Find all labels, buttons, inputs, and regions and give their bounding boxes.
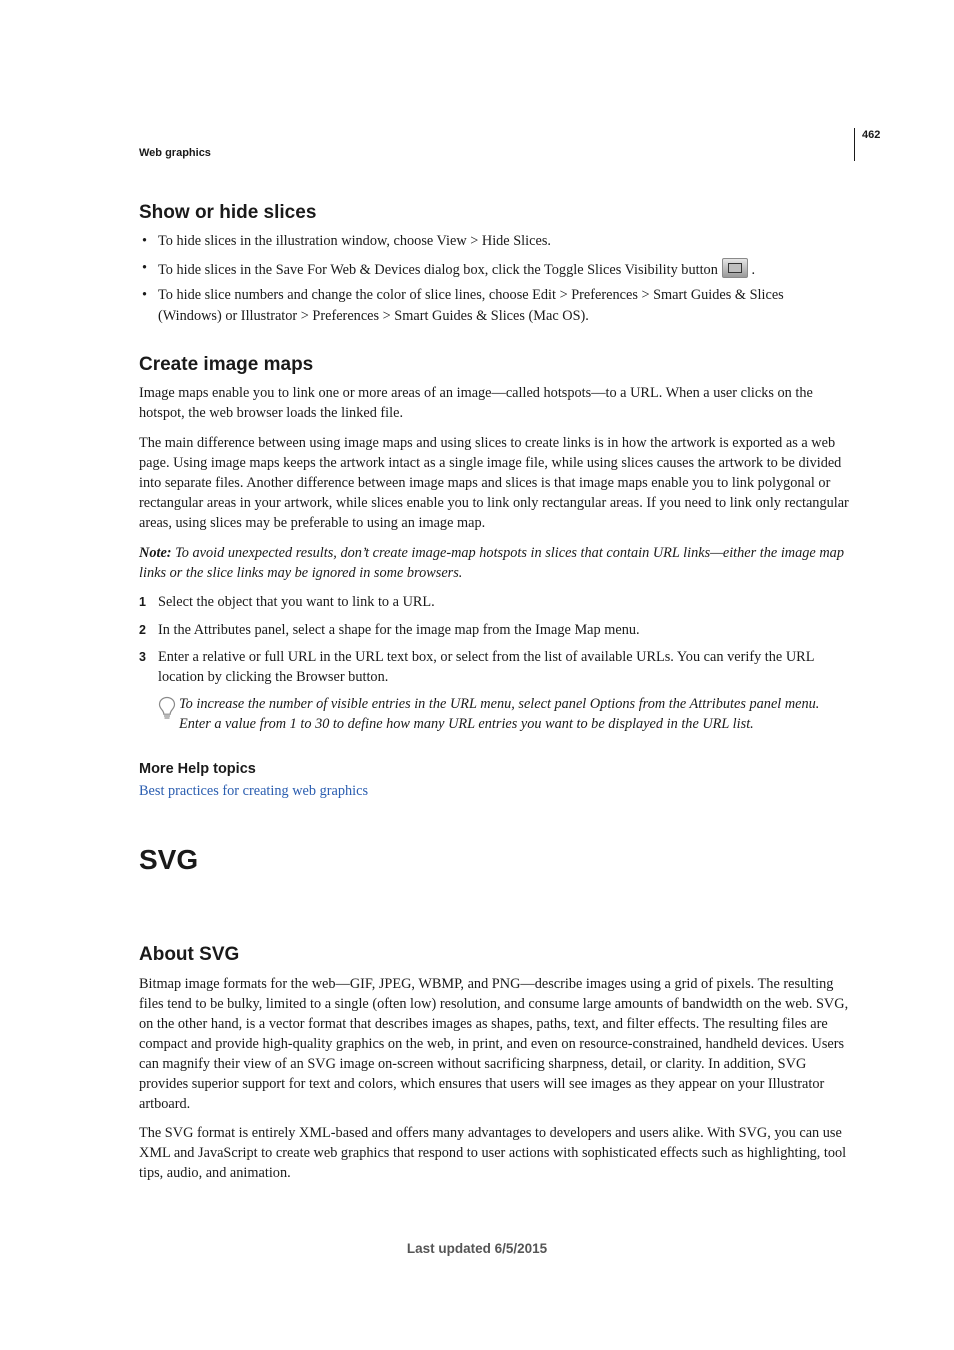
bullet-item (139, 231, 851, 252)
step-number: 1 (139, 595, 146, 609)
tip (158, 694, 851, 734)
paragraph: The SVG format is entirely XML-based and offers many advantages to developers and users alike. With SVG, you can use XML and JavaScript to create web graphics that respond to user actions with sophisticated effects such as highlighting, tool tips, audio, and animation. (139, 1125, 847, 1181)
note-label: Note: (139, 545, 172, 561)
note (139, 543, 851, 583)
bullet-text: To hide slice numbers and change the color of slice lines, choose Edit > Preferences > Smart Guides & Slices (Windows) or Illustrator > Preferences > Smart Guides & Slices (Mac OS). (158, 287, 784, 324)
heading-show-hide-slices: Show or hide slices (139, 202, 317, 223)
tip-text: To increase the number of visible entries in the URL menu, select panel Options from the Attributes panel menu. Enter a value from 1 to 30 to define how many URL entries you want to be displayed in the URL list. (179, 696, 820, 732)
step-text: Enter a relative or full URL in the URL text box, or select from the list of available URLs. You can verify the URL location by clicking the Browser button. (158, 649, 814, 685)
bullet-text-end: . (751, 262, 756, 278)
bullet-dot: • (142, 287, 148, 303)
section-label: Web graphics (139, 147, 211, 159)
step-item (139, 592, 851, 612)
lightbulb-icon (158, 696, 176, 720)
footer-last-updated: Last updated 6/5/2015 (406, 1241, 548, 1256)
page-number: 462 (862, 129, 881, 141)
paragraph: The main difference between using image maps and using slices to create links is in how the artwork is exported as a web page. Using image maps keeps the artwork intact as a single image file, while using slices causes the artwork to be divided into separate files. Another difference between image maps and slices is that image maps enable you to link polygonal or rectangular areas in your artwork, while slices enable you to link only rectangular areas. If you need to link only rectangular areas, using slices may be preferable to using an image map. (139, 435, 849, 531)
heading-svg: SVG (139, 844, 199, 875)
link-best-practices[interactable]: Best practices for creating web graphics (139, 783, 369, 799)
step-number: 2 (139, 623, 146, 637)
header-divider (854, 128, 855, 161)
bullet-text: To hide slices in the illustration window, choose View > Hide Slices. (158, 233, 551, 249)
step-text: In the Attributes panel, select a shape for the image map from the Image Map menu. (158, 622, 640, 638)
bullet-item (139, 285, 851, 327)
bullet-dot: • (142, 233, 148, 249)
paragraph: Bitmap image formats for the web—GIF, JPEG, WBMP, and PNG—describe images using a grid of pixels. The resulting files tend to be bulky, limited to a single (often low) resolution, and consume large amounts of bandwidth on the web. SVG, on the other hand, is a vector format that describes images as shapes, paths, text, and filter effects. The resulting files are compact and provide high-quality graphics on the web, in print, and even on resource-constrained, handheld devices. Users can magnify their view of an SVG image on-screen without sacrificing sharpness, detail, or clarity. In addition, SVG provides superior support for text and colors, which ensures that users will see images as they appear on your Illustrator artboard. (139, 976, 849, 1112)
heading-about-svg: About SVG (139, 944, 240, 965)
heading-create-image-maps: Create image maps (139, 354, 314, 375)
note-text: To avoid unexpected results, don’t create image-map hotspots in slices that contain URL links—either the image map links or the slice links may be ignored in some browsers. (139, 545, 844, 581)
step-item (139, 620, 851, 640)
bullet-dot: • (142, 260, 148, 276)
bullet-text: To hide slices in the Save For Web & Devices dialog box, click the Toggle Slices Visibility button (158, 262, 718, 278)
toggle-slices-visibility-icon (722, 258, 748, 278)
step-item (139, 647, 851, 687)
heading-more-help-topics: More Help topics (139, 761, 256, 777)
paragraph: Image maps enable you to link one or more areas of an image—called hotspots—to a URL. When a user clicks on the hotspot, the web browser loads the linked file. (139, 385, 813, 421)
bullet-item (139, 258, 851, 281)
step-number: 3 (139, 650, 146, 664)
step-text: Select the object that you want to link to a URL. (158, 594, 435, 610)
